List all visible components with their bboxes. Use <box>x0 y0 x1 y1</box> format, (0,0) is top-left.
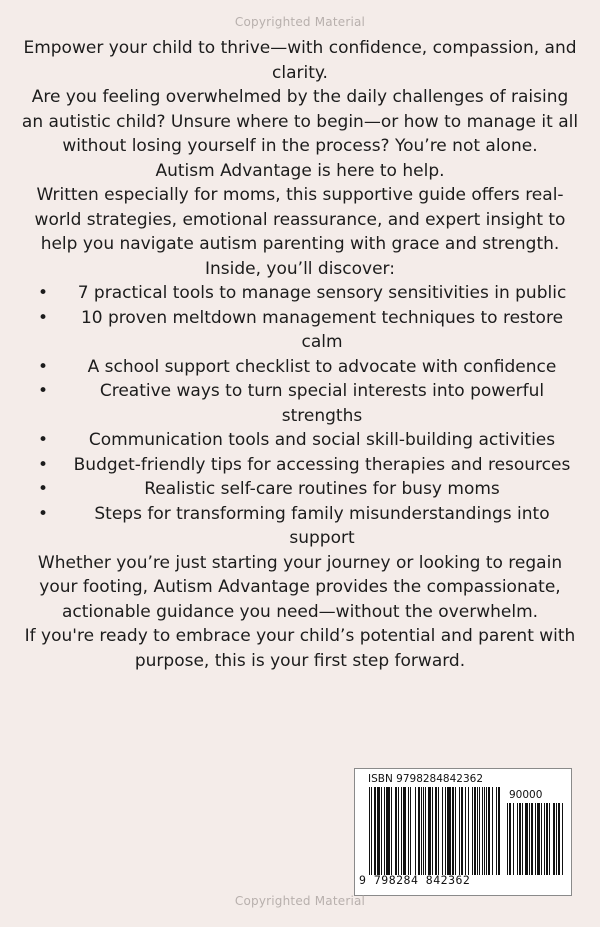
barcode-bar <box>482 787 483 875</box>
barcode-bar <box>428 787 431 875</box>
bullet-icon: • <box>38 283 49 303</box>
barcode-bar <box>541 803 542 875</box>
barcode-bar <box>519 803 521 875</box>
list-item: • Communication tools and social skill-building activities <box>20 428 580 453</box>
barcode-bar <box>488 787 490 875</box>
barcode-bar <box>531 803 533 875</box>
barcode-bar <box>381 787 382 875</box>
barcode-bar <box>421 787 422 875</box>
barcode-bar <box>403 787 406 875</box>
barcode-bar <box>535 803 536 875</box>
barcode-bar <box>423 787 424 875</box>
barcode-bar <box>391 787 392 875</box>
watermark-top: Copyrighted Material <box>234 15 366 29</box>
barcode-bar <box>445 787 446 875</box>
barcode-bar <box>529 803 530 875</box>
barcode-bar <box>486 787 487 875</box>
barcode-bar <box>425 787 426 875</box>
barcode-bar <box>544 803 545 875</box>
closing-call-to-action: If you're ready to embrace your child’s potential and parent with purpose, this is your first step forward. <box>24 626 576 671</box>
barcode-bar <box>468 787 469 875</box>
intro-help: Autism Advantage is here to help. <box>155 160 445 181</box>
barcode-bar <box>461 787 463 875</box>
barcode-bar <box>435 787 437 875</box>
price-barcode-bars <box>507 803 563 875</box>
list-item: • 7 practical tools to manage sensory sensitivities in public <box>20 281 580 306</box>
barcode-bar <box>377 787 380 875</box>
barcode-bar <box>418 787 420 875</box>
list-item: • Budget-friendly tips for accessing therapies and resources <box>20 453 580 478</box>
barcode-bar <box>447 787 451 875</box>
barcode-bar <box>492 787 493 875</box>
barcode-bar <box>558 803 560 875</box>
barcode-bar <box>459 787 460 875</box>
barcode-bar <box>549 803 550 875</box>
barcode-bar <box>562 803 563 875</box>
price-code: 90000 <box>509 789 543 801</box>
intro-question: Are you feeling overwhelmed by the daily challenges of raising an autistic child? Unsure where to begin—or how to manage it all without losing yourself in the process? You’re not alone. <box>21 87 579 156</box>
tagline: Empower your child to thrive—with confidence, compassion, and clarity. <box>23 38 577 83</box>
barcode-bar <box>371 787 372 875</box>
barcode-bar <box>410 787 411 875</box>
barcode-bar <box>509 803 511 875</box>
barcode-bar <box>386 787 390 875</box>
bullet-icon: • <box>38 454 49 475</box>
bullet-icon: • <box>38 307 49 328</box>
bullet-icon: • <box>38 430 49 450</box>
barcode-bar <box>546 803 548 875</box>
barcode-bars <box>369 787 501 875</box>
bullet-icon: • <box>38 479 49 499</box>
barcode-bar <box>537 803 540 875</box>
barcode-bar <box>398 787 399 875</box>
list-item: • Creative ways to turn special interests into powerful strengths <box>38 381 545 426</box>
bullet-icon: • <box>38 356 49 377</box>
barcode-bar <box>432 787 433 875</box>
barcode-bar <box>374 787 376 875</box>
list-item: • A school support checklist to advocate with confidence <box>20 355 580 380</box>
barcode-bar <box>513 803 514 875</box>
barcode-bar <box>477 787 478 875</box>
barcode-bar <box>455 787 456 875</box>
barcode-bar <box>522 803 523 875</box>
barcode-digits: 9 798284 842362 <box>359 873 471 887</box>
barcode-bar <box>395 787 397 875</box>
barcode-bar <box>507 803 508 875</box>
barcode-bar <box>472 787 473 875</box>
barcode-bar <box>369 787 370 875</box>
barcode-bar <box>474 787 476 875</box>
barcode-bar <box>484 787 485 875</box>
barcode-bar <box>517 803 518 875</box>
isbn-label: ISBN 9798284842362 <box>368 773 484 785</box>
barcode-bar <box>465 787 466 875</box>
barcode-bar <box>384 787 385 875</box>
list-item: • 10 proven meltdown management techniques to restore calm <box>38 307 564 352</box>
watermark-bottom: Copyrighted Material <box>234 894 366 908</box>
barcode-bar <box>452 787 454 875</box>
intro-description: Written especially for moms, this supportive guide offers real-world strategies, emotional reassurance, and expert insight to help you navigate autism parenting with grace and strength. <box>34 185 566 254</box>
feature-list <box>20 281 580 551</box>
barcode-bar <box>408 787 409 875</box>
barcode-bar <box>553 803 555 875</box>
barcode-bar <box>496 787 497 875</box>
isbn-barcode <box>354 768 572 896</box>
barcode-bar <box>442 787 443 875</box>
barcode-bar <box>556 803 557 875</box>
barcode-bar <box>438 787 439 875</box>
inside-heading: Inside, you’ll discover: <box>205 258 395 279</box>
back-cover-text <box>20 36 580 673</box>
bullet-icon: • <box>38 381 49 401</box>
bullet-icon: • <box>38 503 49 524</box>
barcode-bar <box>525 803 528 875</box>
barcode-bar <box>479 787 480 875</box>
list-item: • Steps for transforming family misunderstandings into support <box>38 503 550 548</box>
barcode-bar <box>415 787 416 875</box>
barcode-bar <box>498 787 500 875</box>
closing-paragraph: Whether you’re just starting your journey or looking to regain your footing, Autism Advantage provides the compassionate, actionable guidance you need—without the overwhelm. <box>37 552 563 622</box>
list-item: • Realistic self-care routines for busy moms <box>20 477 580 502</box>
barcode-bar <box>401 787 402 875</box>
